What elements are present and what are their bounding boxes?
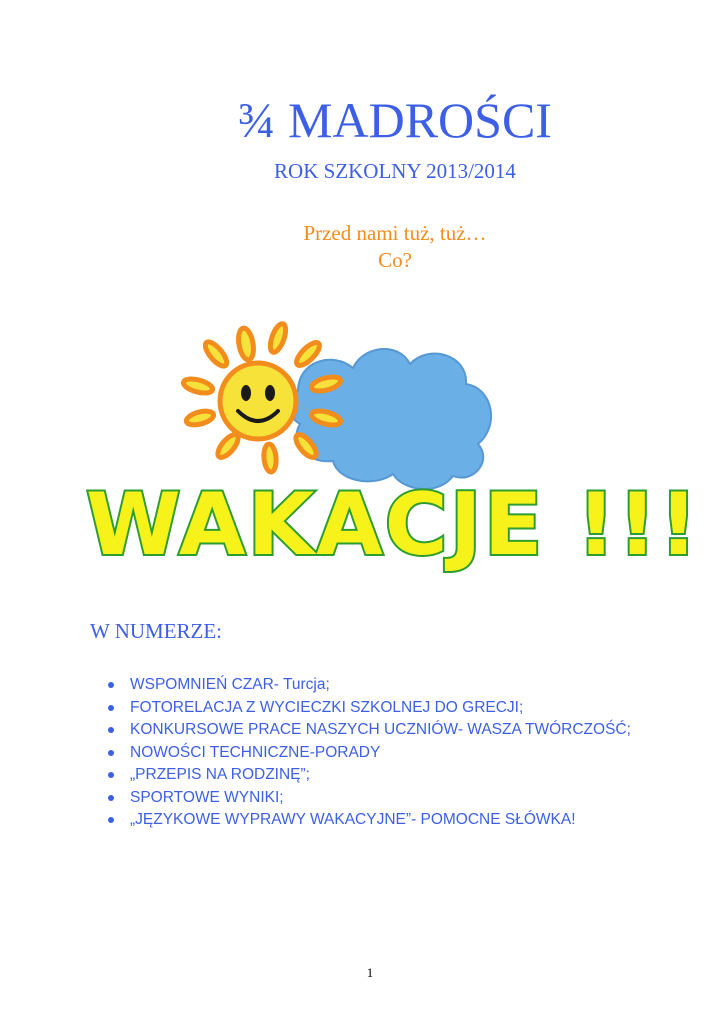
teaser-line-1: Przed nami tuż, tuż…	[303, 221, 487, 245]
bullet-icon	[108, 772, 114, 778]
page-number: 1	[366, 965, 374, 980]
list-item-label: „JĘZYKOWE WYPRAWY WAKACYJNE”- POMOCNE SŁÓWKA!	[130, 811, 576, 828]
teaser-text	[0, 220, 725, 274]
bullet-icon	[108, 705, 114, 711]
contents-heading: W NUMERZE:	[90, 619, 223, 643]
bullet-icon	[108, 795, 114, 801]
bullet-icon	[108, 750, 114, 756]
vacation-illustration	[85, 296, 701, 596]
list-item-label: „PRZEPIS NA RODZINĘ”;	[130, 766, 310, 783]
list-item-label: NOWOŚCI TECHNICZNE-PORADY	[130, 743, 381, 761]
list-item	[108, 698, 698, 718]
contents-list	[108, 675, 698, 833]
list-item	[108, 765, 698, 785]
school-year-subtitle: ROK SZKOLNY 2013/2014	[274, 159, 516, 183]
bullet-icon	[108, 817, 114, 823]
bullet-icon	[108, 682, 114, 688]
list-item-label: SPORTOWE WYNIKI;	[130, 788, 284, 806]
list-item-label: FOTORELACJA Z WYCIECZKI SZKOLNEJ DO GRECJI;	[130, 698, 524, 716]
list-item	[108, 788, 698, 808]
list-item	[108, 675, 698, 695]
page-title: ¾ MADROŚCI	[238, 92, 552, 148]
bullet-icon	[108, 727, 114, 733]
vacation-lettering: WAKACJE !!!	[85, 475, 701, 575]
list-item-label: WSPOMNIEŃ CZAR- Turcja;	[130, 676, 330, 693]
list-item	[108, 720, 698, 740]
list-item	[108, 743, 698, 763]
list-item-label: KONKURSOWE PRACE NASZYCH UCZNIÓW- WASZA TWÓRCZOŚĆ;	[130, 721, 631, 738]
list-item	[108, 810, 698, 830]
teaser-line-2: Co?	[378, 248, 412, 272]
